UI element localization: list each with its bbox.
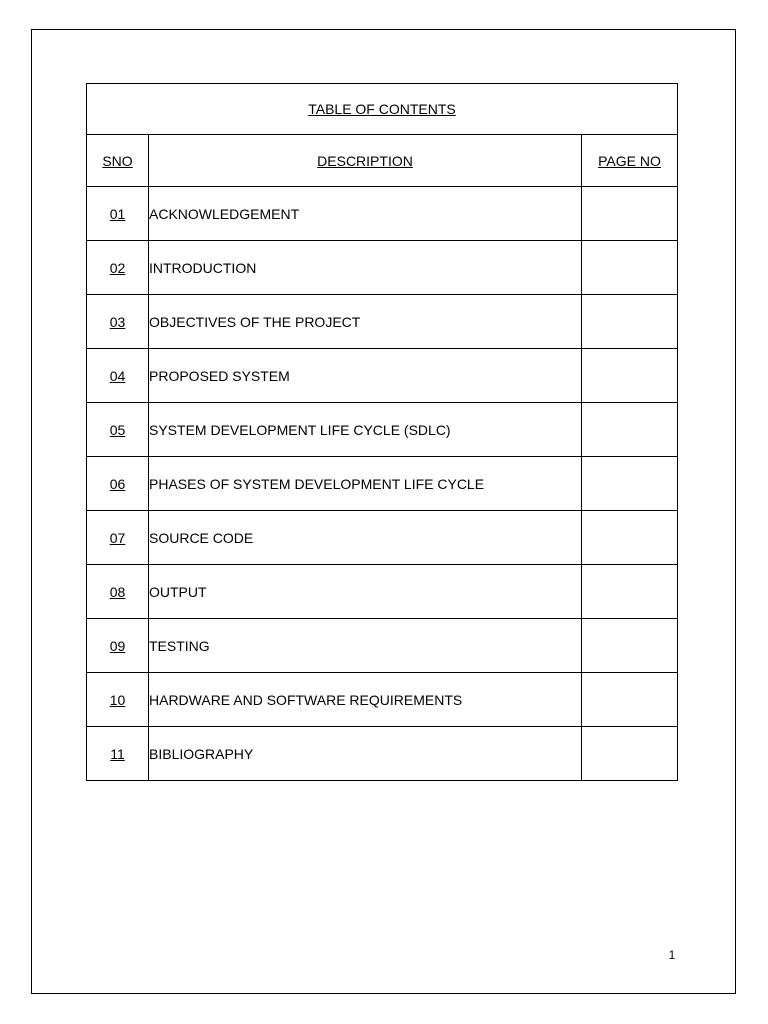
row-sno: 03 (87, 295, 149, 349)
table-row (87, 457, 678, 511)
row-description: BIBLIOGRAPHY (149, 727, 582, 781)
row-description: OBJECTIVES OF THE PROJECT (149, 295, 582, 349)
toc-title: TABLE OF CONTENTS (87, 84, 678, 135)
table-row (87, 511, 678, 565)
row-page-no (582, 727, 678, 781)
toc-body (87, 84, 678, 781)
table-row (87, 565, 678, 619)
row-description: SOURCE CODE (149, 511, 582, 565)
table-row (87, 403, 678, 457)
row-sno: 06 (87, 457, 149, 511)
toc-title-row (87, 84, 678, 135)
row-description: PHASES OF SYSTEM DEVELOPMENT LIFE CYCLE (149, 457, 582, 511)
row-page-no (582, 295, 678, 349)
table-row (87, 727, 678, 781)
row-sno: 01 (87, 187, 149, 241)
row-sno: 04 (87, 349, 149, 403)
row-description: HARDWARE AND SOFTWARE REQUIREMENTS (149, 673, 582, 727)
table-row (87, 241, 678, 295)
row-page-no (582, 457, 678, 511)
row-sno: 11 (87, 727, 149, 781)
row-sno: 05 (87, 403, 149, 457)
row-description: TESTING (149, 619, 582, 673)
table-of-contents (86, 83, 678, 781)
row-page-no (582, 187, 678, 241)
toc-header-row (87, 135, 678, 187)
table-row (87, 295, 678, 349)
header-description: DESCRIPTION (149, 135, 582, 187)
page-number: 1 (668, 948, 676, 962)
row-description: OUTPUT (149, 565, 582, 619)
row-sno: 09 (87, 619, 149, 673)
header-page-no: PAGE NO (582, 135, 678, 187)
row-page-no (582, 619, 678, 673)
row-page-no (582, 511, 678, 565)
row-description: SYSTEM DEVELOPMENT LIFE CYCLE (SDLC) (149, 403, 582, 457)
row-description: ACKNOWLEDGEMENT (149, 187, 582, 241)
row-sno: 07 (87, 511, 149, 565)
row-sno: 08 (87, 565, 149, 619)
row-page-no (582, 565, 678, 619)
row-description: PROPOSED SYSTEM (149, 349, 582, 403)
table-row (87, 187, 678, 241)
row-page-no (582, 241, 678, 295)
table-row (87, 349, 678, 403)
row-page-no (582, 403, 678, 457)
table-row (87, 673, 678, 727)
table-row (87, 619, 678, 673)
row-page-no (582, 673, 678, 727)
row-sno: 02 (87, 241, 149, 295)
header-sno: SNO (87, 135, 149, 187)
row-description: INTRODUCTION (149, 241, 582, 295)
row-sno: 10 (87, 673, 149, 727)
row-page-no (582, 349, 678, 403)
